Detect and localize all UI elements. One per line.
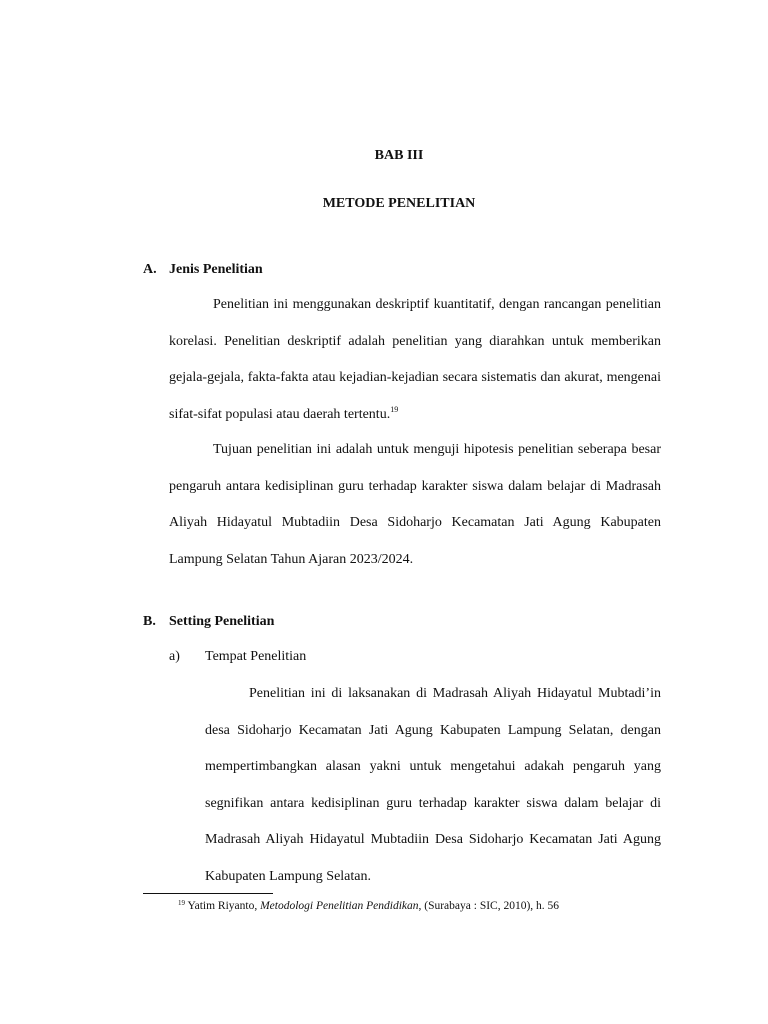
section-a-paragraph-1: [169, 287, 661, 433]
section-a-heading: [143, 262, 263, 278]
section-a-paragraph-2-text: Tujuan penelitian ini adalah untuk menguji hipotesis penelitian seberapa besar pengaruh antara kedisiplinan guru terhadap karakter siswa dalam belajar di Madrasah Aliyah Hidayatul Mubtadiin Desa Sidoharjo Kecamatan Jati Agung Kabupaten Lampung Selatan Tahun Ajaran 2023/2024.: [169, 442, 661, 567]
footnote-number: 19: [178, 899, 185, 907]
subsection-a-heading: [169, 649, 306, 665]
section-a-paragraph-2: [169, 432, 661, 578]
footnote-book-title: Metodologi Penelitian Pendidikan: [260, 900, 419, 912]
section-a-marker: A.: [143, 262, 157, 277]
section-a-title: Jenis Penelitian: [169, 262, 263, 277]
footnote-citation: , (Surabaya : SIC, 2010), h. 56: [418, 900, 560, 912]
section-a-paragraph-1-text: Penelitian ini menggunakan deskriptif kuantitatif, dengan rancangan penelitian korelasi. Penelitian deskriptif adalah penelitian yang diarahkan untuk memberikan gejala-gejala, fakta-fakta atau kejadian-kejadian secara sistematis dan akurat, mengenai sifat-sifat populasi atau daerah tertentu.: [169, 297, 661, 422]
subsection-a-marker: a): [169, 649, 180, 664]
subsection-a-paragraph-text: Penelitian ini di laksanakan di Madrasah Aliyah Hidayatul Mubtadi’in desa Sidoharjo Kecamatan Jati Agung Kabupaten Lampung Selatan, dengan mempertimbangkan alasan yakni untuk mengetahui adakah pengaruh yang segnifikan antara kedisiplinan guru terhadap karakter siswa dalam belajar di Madrasah Aliyah Hidayatul Mubtadiin Desa Sidoharjo Kecamatan Jati Agung Kabupaten Lampung Selatan.: [205, 686, 661, 884]
chapter-number: BAB III: [374, 148, 424, 163]
section-b-marker: B.: [143, 614, 156, 629]
subsection-a-title: Tempat Penelitian: [205, 649, 307, 664]
footnote-divider: [143, 893, 273, 894]
section-b-title: Setting Penelitian: [169, 614, 275, 629]
footnote: [178, 899, 559, 912]
footnote-reference[interactable]: 19: [390, 404, 399, 414]
chapter-title: METODE PENELITIAN: [322, 196, 476, 211]
footnote-author: Yatim Riyanto,: [187, 900, 261, 912]
subsection-a-paragraph: [205, 676, 661, 895]
section-b-heading: [143, 614, 274, 630]
